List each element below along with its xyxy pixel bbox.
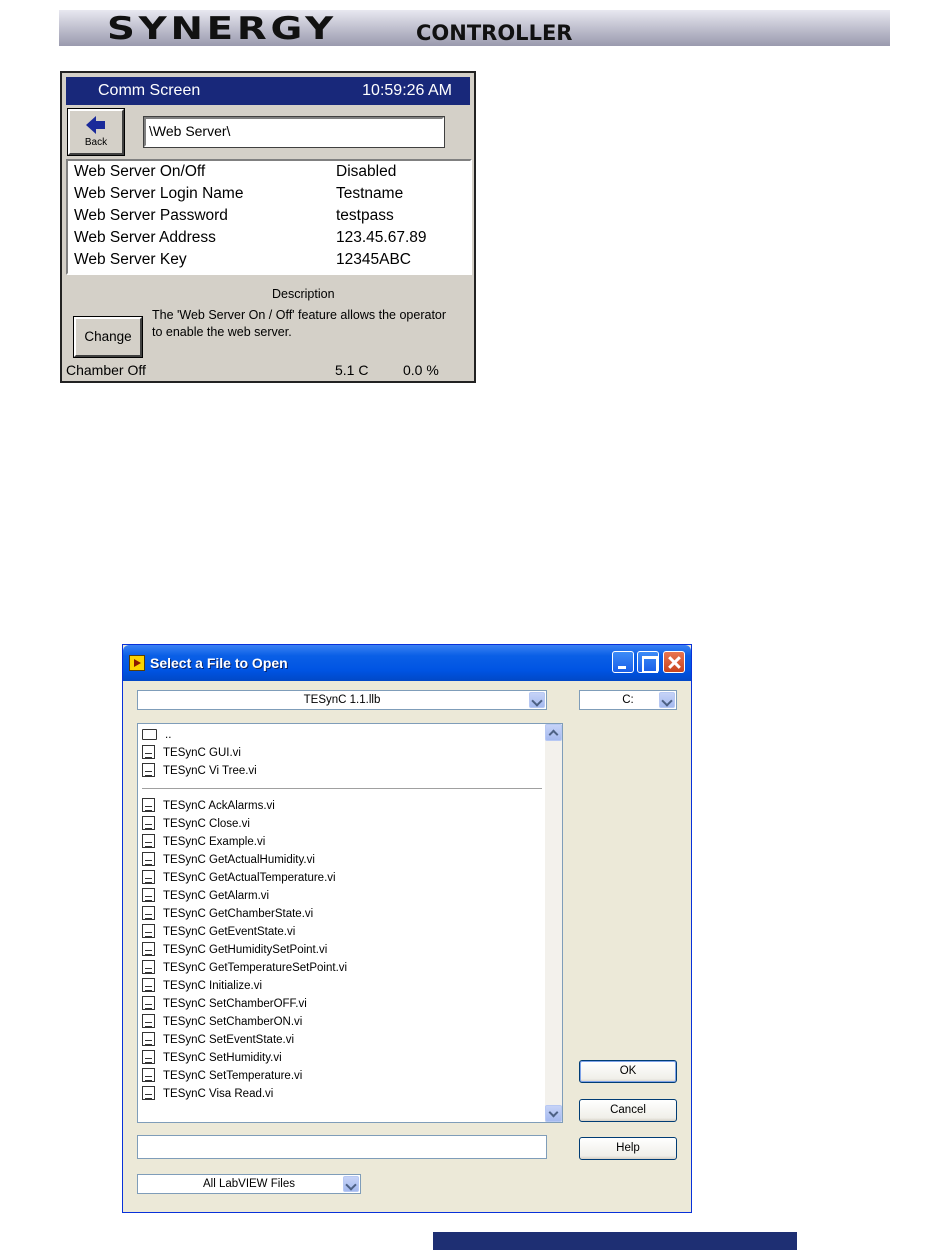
vi-file-icon bbox=[142, 852, 155, 866]
list-item[interactable] bbox=[142, 797, 275, 815]
list-item[interactable] bbox=[142, 1067, 302, 1085]
chamber-status: Chamber Off bbox=[66, 362, 146, 378]
footer-bar bbox=[433, 1232, 797, 1250]
help-button[interactable]: Help bbox=[579, 1137, 677, 1160]
vertical-scrollbar[interactable] bbox=[545, 724, 562, 1122]
setting-row-on-off[interactable] bbox=[74, 161, 397, 183]
status-bar bbox=[62, 361, 474, 379]
vi-file-icon bbox=[142, 870, 155, 884]
file-list[interactable] bbox=[137, 723, 563, 1123]
back-label: Back bbox=[84, 137, 108, 148]
item-label: TESynC GetActualTemperature.vi bbox=[163, 872, 336, 884]
list-item[interactable] bbox=[142, 1049, 282, 1067]
setting-value: 123.45.67.89 bbox=[336, 229, 427, 246]
list-item[interactable] bbox=[142, 815, 250, 833]
list-item[interactable] bbox=[142, 1085, 273, 1103]
vi-file-icon bbox=[142, 942, 155, 956]
item-label: TESynC Close.vi bbox=[163, 818, 250, 830]
clock-time: 10:59:26 AM bbox=[362, 82, 452, 99]
setting-value: Testname bbox=[336, 185, 404, 202]
product-name: CONTROLLER bbox=[416, 21, 573, 45]
item-label: TESynC SetEventState.vi bbox=[163, 1034, 295, 1046]
list-item[interactable] bbox=[142, 762, 257, 780]
vi-file-icon bbox=[142, 960, 155, 974]
library-value: TESynC 1.1.llb bbox=[303, 694, 381, 706]
setting-key: Web Server Key bbox=[74, 251, 187, 268]
vi-file-icon bbox=[142, 763, 155, 777]
back-arrow-icon bbox=[86, 115, 106, 135]
file-open-dialog bbox=[122, 644, 692, 1213]
maximize-button[interactable] bbox=[637, 651, 659, 673]
chevron-down-icon[interactable] bbox=[343, 1176, 359, 1192]
library-dropdown[interactable] bbox=[137, 690, 547, 710]
item-label: TESynC Initialize.vi bbox=[163, 980, 263, 992]
dialog-title: Select a File to Open bbox=[150, 655, 288, 671]
list-item[interactable] bbox=[142, 995, 307, 1013]
item-label: TESynC AckAlarms.vi bbox=[163, 800, 275, 812]
brand-name: SYNERGY bbox=[107, 11, 337, 47]
vi-file-icon bbox=[142, 906, 155, 920]
parent-folder-item[interactable] bbox=[142, 726, 171, 744]
item-label: TESynC Visa Read.vi bbox=[163, 1088, 274, 1100]
folder-icon bbox=[142, 729, 157, 740]
vi-file-icon bbox=[142, 798, 155, 812]
list-item[interactable] bbox=[142, 744, 241, 762]
scroll-up-icon[interactable] bbox=[545, 724, 562, 741]
vi-file-icon bbox=[142, 834, 155, 848]
item-label: TESynC GetEventState.vi bbox=[163, 926, 296, 938]
close-button[interactable] bbox=[663, 651, 685, 673]
list-item[interactable] bbox=[142, 1013, 302, 1031]
setting-key: Web Server Address bbox=[74, 229, 216, 246]
list-item[interactable] bbox=[142, 887, 269, 905]
vi-file-icon bbox=[142, 996, 155, 1010]
setting-row-password[interactable] bbox=[74, 205, 394, 227]
settings-list bbox=[66, 159, 472, 275]
vi-file-icon bbox=[142, 1050, 155, 1064]
list-item[interactable] bbox=[142, 833, 265, 851]
list-item[interactable] bbox=[142, 1031, 294, 1049]
item-label: TESynC SetChamberOFF.vi bbox=[163, 998, 307, 1010]
scroll-down-icon[interactable] bbox=[545, 1105, 562, 1122]
change-button[interactable]: Change bbox=[74, 317, 142, 357]
setting-value: testpass bbox=[336, 207, 394, 224]
vi-file-icon bbox=[142, 1086, 155, 1100]
setting-row-address[interactable] bbox=[74, 227, 427, 249]
item-label: TESynC GetHumiditySetPoint.vi bbox=[163, 944, 328, 956]
setting-row-login-name[interactable] bbox=[74, 183, 404, 205]
vi-file-icon bbox=[142, 1032, 155, 1046]
vi-file-icon bbox=[142, 816, 155, 830]
temperature-readout: 5.1 C bbox=[335, 362, 369, 378]
setting-value: 12345ABC bbox=[336, 251, 411, 268]
path-field[interactable]: \Web Server\ bbox=[144, 117, 444, 147]
item-label: TESynC GetActualHumidity.vi bbox=[163, 854, 315, 866]
setting-key: Web Server Password bbox=[74, 207, 228, 224]
item-label: TESynC GetChamberState.vi bbox=[163, 908, 314, 920]
list-item[interactable] bbox=[142, 959, 347, 977]
list-item[interactable] bbox=[142, 941, 327, 959]
minimize-button[interactable] bbox=[612, 651, 634, 673]
back-button[interactable] bbox=[68, 109, 124, 155]
list-item[interactable] bbox=[142, 977, 262, 995]
drive-dropdown[interactable] bbox=[579, 690, 677, 710]
setting-key: Web Server Login Name bbox=[74, 185, 244, 202]
file-type-dropdown[interactable] bbox=[137, 1174, 361, 1194]
item-label: .. bbox=[165, 729, 172, 741]
labview-app-icon bbox=[129, 655, 145, 671]
list-item[interactable] bbox=[142, 905, 313, 923]
file-type-value: All LabVIEW Files bbox=[202, 1178, 296, 1190]
dialog-title-bar[interactable] bbox=[123, 645, 691, 681]
vi-file-icon bbox=[142, 745, 155, 759]
vi-file-icon bbox=[142, 888, 155, 902]
item-label: TESynC GetAlarm.vi bbox=[163, 890, 270, 902]
vi-file-icon bbox=[142, 924, 155, 938]
chevron-down-icon[interactable] bbox=[659, 692, 675, 708]
item-label: TESynC SetChamberON.vi bbox=[163, 1016, 303, 1028]
comm-title-bar bbox=[66, 77, 470, 105]
setting-row-key[interactable] bbox=[74, 249, 411, 271]
vi-file-icon bbox=[142, 1068, 155, 1082]
ok-button[interactable]: OK bbox=[579, 1060, 677, 1083]
list-item[interactable] bbox=[142, 869, 336, 887]
cancel-button[interactable]: Cancel bbox=[579, 1099, 677, 1122]
comm-title: Comm Screen bbox=[98, 82, 201, 99]
item-label: TESynC Example.vi bbox=[163, 836, 266, 848]
item-label: TESynC GetTemperatureSetPoint.vi bbox=[163, 962, 348, 974]
setting-value: Disabled bbox=[336, 163, 397, 180]
list-item[interactable] bbox=[142, 851, 315, 869]
header-banner bbox=[59, 10, 890, 46]
item-label: TESynC SetTemperature.vi bbox=[163, 1070, 303, 1082]
filename-input[interactable] bbox=[137, 1135, 547, 1159]
item-label: TESynC Vi Tree.vi bbox=[163, 765, 257, 777]
item-label: TESynC GUI.vi bbox=[163, 747, 241, 759]
drive-value: C: bbox=[622, 694, 634, 706]
vi-file-icon bbox=[142, 1014, 155, 1028]
chevron-down-icon[interactable] bbox=[529, 692, 545, 708]
item-label: TESynC SetHumidity.vi bbox=[163, 1052, 282, 1064]
list-divider bbox=[142, 788, 542, 789]
description-title: Description bbox=[272, 287, 335, 301]
comm-screen-panel bbox=[60, 71, 476, 383]
description-text: The 'Web Server On / Off' feature allows the operator to enable the web server. bbox=[152, 308, 447, 339]
vi-file-icon bbox=[142, 978, 155, 992]
humidity-readout: 0.0 % bbox=[403, 362, 439, 378]
setting-key: Web Server On/Off bbox=[74, 163, 206, 180]
list-item[interactable] bbox=[142, 923, 295, 941]
